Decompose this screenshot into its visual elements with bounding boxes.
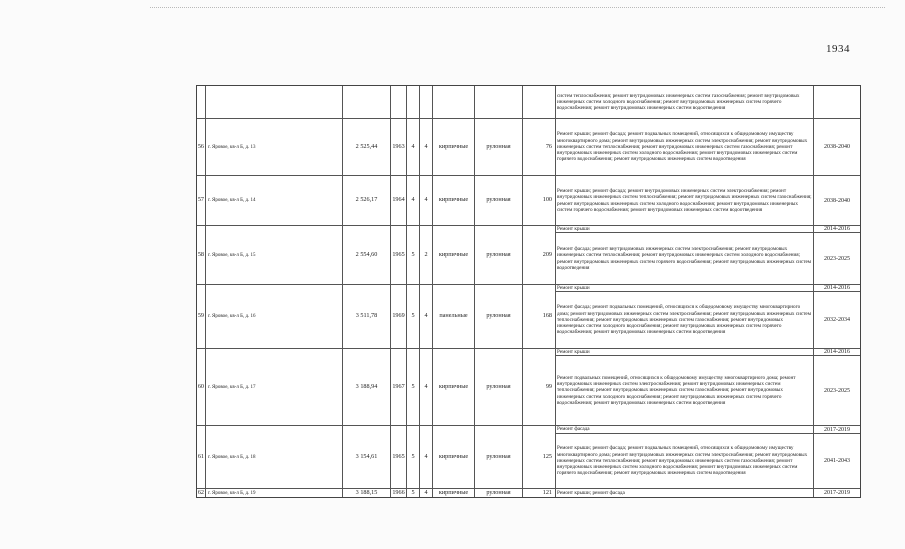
period-cell [813, 489, 860, 497]
work-description: Ремонт крыши [557, 285, 590, 291]
year-cell [390, 86, 406, 118]
wall-material-cell: панельные [432, 285, 474, 348]
year-cell: 1966 [390, 489, 406, 497]
table-row [197, 348, 860, 425]
roof-type-cell: рулонная [474, 489, 522, 497]
area-cell: 3 154,61 [342, 426, 390, 488]
residents-cell: 168 [522, 285, 555, 348]
work-description: Ремонт крыши; ремонт фасада; ремонт внутридомовых инженерных систем электроснабжения; ремонт внутридомовых инженерных систем теплоснабжения; ремонт внутридомовых инженерных систем газоснабжения; ремонт внутридомовых инженерных систем холодного водоснабжения; ремонт внутридомовых инженерных систем горячего водоснабжения; ремонт внутридомовых инженерных систем водоотведения [557, 188, 812, 213]
work-description: Ремонт фасада; ремонт подвальных помещений, относящихся к общедомовому имуществу многоквартирного дома; ремонт внутридомовых инженерных систем электроснабжения; ремонт внутридомовых инженерных систем теплоснабжения; ремонт внутридомовых инженерных систем газоснабжения; ремонт внутридомовых инженерных систем холодного водоснабжения; ремонт внутридомовых инженерных систем горячего водоснабжения; ремонт внутридомовых инженерных систем водоотведения [556, 291, 813, 348]
entrances-cell: 4 [419, 119, 432, 175]
work-period: 2014-2016 [824, 285, 850, 291]
floors-cell: 5 [406, 285, 419, 348]
works-cell [555, 426, 813, 488]
floors-cell: 5 [406, 426, 419, 488]
year-cell: 1965 [390, 226, 406, 284]
repair-schedule-table [196, 85, 861, 498]
residents-cell: 209 [522, 226, 555, 284]
work-description: Ремонт фасада; ремонт внутридомовых инженерных систем электроснабжения; ремонт внутридомовых инженерных систем теплоснабжения; ремонт внутридомовых инженерных систем холодного водоснабжения; ремонт внутридомовых инженерных систем горячего водоснабжения; ремонт внутридомовых инженерных систем водоотведения [556, 232, 813, 284]
work-description: Ремонт крыши [557, 349, 590, 355]
wall-material-cell: кирпичные [432, 489, 474, 497]
entrances-cell: 2 [419, 226, 432, 284]
residents-cell: 76 [522, 119, 555, 175]
row-number: 61 [197, 452, 204, 460]
roof-type-cell: рулонная [474, 226, 522, 284]
area-cell: 2 525,44 [342, 119, 390, 175]
works-cell [555, 86, 813, 118]
work-description: Ремонт крыши; ремонт фасада; ремонт подвальных помещений, относящихся к общедомовому имуществу многоквартирного дома; ремонт внутридомовых инженерных систем электроснабжения; ремонт внутридомовых инженерных систем теплоснабжения; ремонт внутридомовых инженерных систем газоснабжения; ремонт внутридомовых инженерных систем холодного водоснабжения; ремонт внутридомовых инженерных систем горячего водоснабжения; ремонт внутридомовых инженерных систем водоотведения [557, 131, 808, 163]
wall-material-cell: кирпичные [432, 119, 474, 175]
roof-type-cell: рулонная [474, 176, 522, 225]
area-cell: 3 188,94 [342, 349, 390, 425]
entrances-cell: 4 [419, 285, 432, 348]
entrances-cell [419, 86, 432, 118]
entrances-cell: 4 [419, 489, 432, 497]
works-cell [555, 176, 813, 225]
row-number: 57 [197, 196, 204, 204]
period-cell [813, 86, 860, 118]
work-period: 2014-2016 [824, 226, 850, 232]
work-period: 2023-2025 [814, 232, 860, 284]
table-row [197, 425, 860, 488]
area-cell: 3 188,15 [342, 489, 390, 497]
area-cell: 2 554,60 [342, 226, 390, 284]
work-description: Ремонт подвальных помещений, относящихся к общедомовому имуществу многоквартирного дома; ремонт внутридомовых инженерных систем электроснабжения; ремонт внутридомовых инженерных систем теплоснабжения; ремонт внутридомовых инженерных систем газоснабжения; ремонт внутридомовых инженерных систем холодного водоснабжения; ремонт внутридомовых инженерных систем горячего водоснабжения; ремонт внутридомовых инженерных систем водоотведения [556, 355, 813, 425]
roof-type-cell: рулонная [474, 119, 522, 175]
residents-cell: 100 [522, 176, 555, 225]
area-cell [342, 86, 390, 118]
row-number: 62 [197, 489, 204, 496]
address-cell: г. Яровое, кв-л Б, д. 18 [205, 426, 342, 488]
work-description: Ремонт крыши [557, 226, 590, 232]
row-number: 58 [197, 250, 204, 258]
works-cell [555, 489, 813, 497]
address-cell: г. Яровое, кв-л Б, д. 13 [205, 119, 342, 175]
year-cell: 1969 [390, 285, 406, 348]
residents-cell [522, 86, 555, 118]
period-cell [813, 226, 860, 284]
table-row [197, 284, 860, 348]
table-row [197, 118, 860, 175]
year-cell: 1963 [390, 119, 406, 175]
floors-cell: 4 [406, 176, 419, 225]
work-period: 2038-2040 [824, 197, 850, 204]
roof-type-cell [474, 86, 522, 118]
residents-cell: 125 [522, 426, 555, 488]
residents-cell: 99 [522, 349, 555, 425]
wall-material-cell [432, 86, 474, 118]
row-number: 59 [197, 312, 204, 320]
floors-cell: 5 [406, 489, 419, 497]
year-cell: 1965 [390, 426, 406, 488]
address-cell [205, 86, 342, 118]
work-period: 2041-2043 [814, 433, 860, 488]
residents-cell: 121 [522, 489, 555, 497]
period-cell [813, 349, 860, 425]
address-cell: г. Яровое, кв-л Б, д. 17 [205, 349, 342, 425]
wall-material-cell: кирпичные [432, 349, 474, 425]
page-number: 1934 [826, 43, 850, 55]
work-period: 2038-2040 [824, 144, 850, 150]
entrances-cell: 4 [419, 349, 432, 425]
table-row [197, 488, 860, 497]
roof-type-cell: рулонная [474, 285, 522, 348]
work-description: систем теплоснабжения; ремонт внутридомовых инженерных систем газоснабжения; ремонт внутридомовых инженерных систем холодного водоснабжения; ремонт внутридомовых инженерных систем горячего водоснабжения; ремонт внутридомовых инженерных систем водоотведения [557, 92, 800, 112]
period-cell [813, 176, 860, 225]
period-cell [813, 119, 860, 175]
work-period: 2017-2019 [824, 490, 850, 496]
floors-cell: 5 [406, 349, 419, 425]
works-cell [555, 285, 813, 348]
wall-material-cell: кирпичные [432, 176, 474, 225]
floors-cell [406, 86, 419, 118]
works-cell [555, 226, 813, 284]
address-cell: г. Яровое, кв-л Б, д. 15 [205, 226, 342, 284]
year-cell: 1967 [390, 349, 406, 425]
work-description: Ремонт фасада [557, 426, 590, 433]
roof-type-cell: рулонная [474, 426, 522, 488]
work-period: 2023-2025 [814, 355, 860, 425]
works-cell [555, 119, 813, 175]
work-description: Ремонт крыши; ремонт фасада; ремонт подвальных помещений, относящихся к общедомовому имуществу многоквартирного дома; ремонт внутридомовых инженерных систем электроснабжения; ремонт внутридомовых инженерных систем теплоснабжения; ремонт внутридомовых инженерных систем газоснабжения; ремонт внутридомовых инженерных систем холодного водоснабжения; ремонт внутридомовых инженерных систем горячего водоснабжения; ремонт внутридомовых инженерных систем водоотведения [556, 433, 813, 488]
row-number: 56 [197, 142, 204, 150]
address-cell: г. Яровое, кв-л Б, д. 19 [205, 489, 342, 497]
entrances-cell: 4 [419, 176, 432, 225]
year-cell: 1964 [390, 176, 406, 225]
floors-cell: 5 [406, 226, 419, 284]
work-period [814, 86, 860, 118]
row-number: 60 [197, 382, 204, 390]
scan-top-edge [150, 7, 885, 8]
work-period: 2014-2016 [824, 349, 850, 355]
period-cell [813, 285, 860, 348]
wall-material-cell: кирпичные [432, 426, 474, 488]
area-cell: 3 511,78 [342, 285, 390, 348]
work-period: 2017-2019 [824, 426, 850, 433]
table-row [197, 225, 860, 284]
row-number [197, 86, 205, 118]
address-cell: г. Яровое, кв-л Б, д. 14 [205, 176, 342, 225]
entrances-cell: 4 [419, 426, 432, 488]
area-cell: 2 526,17 [342, 176, 390, 225]
wall-material-cell: кирпичные [432, 226, 474, 284]
works-cell [555, 349, 813, 425]
work-description: Ремонт крыши; ремонт фасада [557, 489, 625, 496]
table-row [197, 86, 860, 118]
period-cell [813, 426, 860, 488]
roof-type-cell: рулонная [474, 349, 522, 425]
address-cell: г. Яровое, кв-л Б, д. 16 [205, 285, 342, 348]
work-period: 2032-2034 [814, 291, 860, 348]
floors-cell: 4 [406, 119, 419, 175]
table-row [197, 175, 860, 225]
